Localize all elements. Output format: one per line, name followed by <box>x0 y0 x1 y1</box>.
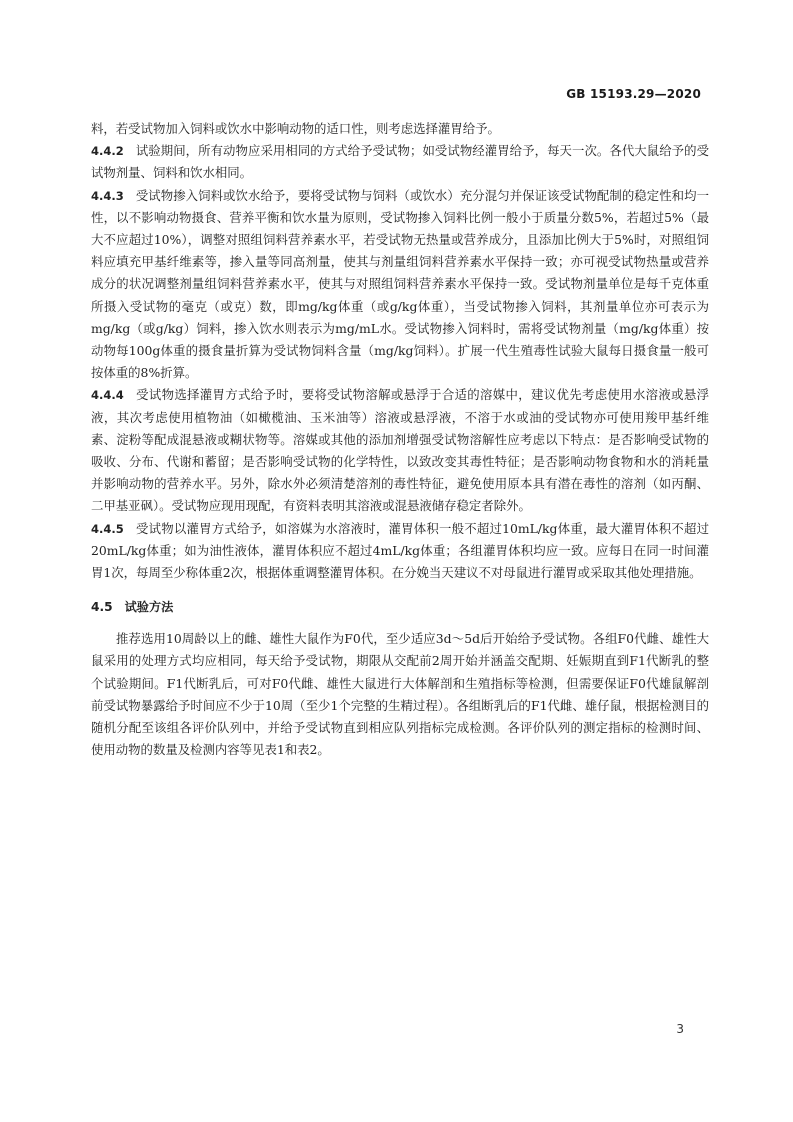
section-heading-4-5 <box>91 596 709 618</box>
clause-number: 4.4.4 <box>91 388 124 403</box>
clause-number: 4.4.3 <box>91 188 124 203</box>
clause-text: 受试物以灌胃方式给予，如溶媒为水溶液时，灌胃体积一般不超过10mL/kg体重，最大灌胃体积不超过20mL/kg体重；如为油性液体，灌胃体积应不超过4mL/kg体重；各组灌胃体积均应一致。应每日在同一时间灌胃1次，每周至少称体重2次，根据体重调整灌胃体积。在分娩当天建议不对母鼠进行灌胃或采取其他处理措施。 <box>91 520 709 581</box>
section-title: 试验方法 <box>124 600 174 615</box>
clause-4-4-2 <box>91 140 709 184</box>
clause-text: 受试物掺入饲料或饮水给予，要将受试物与饲料（或饮水）充分混匀并保证该受试物配制的稳定性和均一性，以不影响动物摄食、营养平衡和饮水量为原则，受试物掺入饲料比例一般小于质量分数5%，若超过5%（最大不应超过10%），调整对照组饲料营养素水平，若受试物无热量或营养成分，且添加比例大于5%时，对照组饲料应填充甲基纤维素等，掺入量等同高剂量，使其与剂量组饲料营养素水平保持一致；亦可视受试物热量或营养成分的状况调整剂量组饲料营养素水平，使其与对照组饲料营养素水平保持一致。受试物剂量单位是每千克体重所摄入受试物的毫克（或克）数，即mg/kg体重（或g/kg体重），当受试物掺入饲料，其剂量单位亦可表示为mg/kg（或g/kg）饲料，掺入饮水则表示为mg/mL水。受试物掺入饲料时，需将受试物剂量（mg/kg体重）按动物每100g体重的摄食量折算为受试物饲料含量（mg/kg饲料）。扩展一代生殖毒性试验大鼠每日摄食量一般可按体重的8%折算。 <box>91 187 709 381</box>
section-4-5-body: 推荐选用10周龄以上的雌、雄性大鼠作为F0代，至少适应3d～5d后开始给予受试物。各组F0代雌、雄性大鼠采用的处理方式均应相同，每天给予受试物，期限从交配前2周开始并涵盖交配期、妊娠期直到F1代断乳的整个试验期间。F1代断乳后，可对F0代雌、雄性大鼠进行大体解剖和生殖指标等检测，但需要保证F0代雄鼠解剖前受试物暴露给予时间应不少于10周（至少1个完整的生精过程）。各组断乳后的F1代雌、雄仔鼠，根据检测目的随机分配至该组各评价队列中，并给予受试物直到相应队列指标完成检测。各评价队列的测定指标的检测时间、使用动物的数量及检测内容等见表1和表2。 <box>91 631 709 758</box>
clause-text: 试验期间，所有动物应采用相同的方式给予受试物；如受试物经灌胃给予，每天一次。各代大鼠给予的受试物剂量、饲料和饮水相同。 <box>91 143 709 181</box>
continued-paragraph: 料，若受试物加入饲料或饮水中影响动物的适口性，则考虑选择灌胃给予。 <box>91 121 500 136</box>
clause-4-4-4 <box>91 384 709 517</box>
document-id: GB 15193.29—2020 <box>566 87 701 101</box>
clause-4-4-3 <box>91 185 709 385</box>
clause-4-4-5 <box>91 518 709 585</box>
page-number: 3 <box>676 1022 684 1036</box>
section-number: 4.5 <box>91 600 113 615</box>
clause-number: 4.4.5 <box>91 521 124 536</box>
clause-text: 受试物选择灌胃方式给予时，要将受试物溶解或悬浮于合适的溶媒中，建议优先考虑使用水溶液或悬浮液，其次考虑使用植物油（如橄榄油、玉米油等）溶液或悬浮液，不溶于水或油的受试物亦可使用羧甲基纤维素、淀粉等配成混悬液或糊状物等。溶媒或其他的添加剂增强受试物溶解性应考虑以下特点：是否影响受试物的吸收、分布、代谢和蓄留；是否影响受试物的化学特性，以致改变其毒性特征；是否影响动物食物和水的消耗量并影响动物的营养水平。另外，除水外必须清楚溶剂的毒性特征，避免使用原本具有潜在毒性的溶剂（如丙酮、二甲基亚砜）。受试物应现用现配，有资料表明其溶液或混悬液储存稳定者除外。 <box>91 387 709 514</box>
document-body <box>91 118 709 761</box>
clause-number: 4.4.2 <box>91 144 124 159</box>
